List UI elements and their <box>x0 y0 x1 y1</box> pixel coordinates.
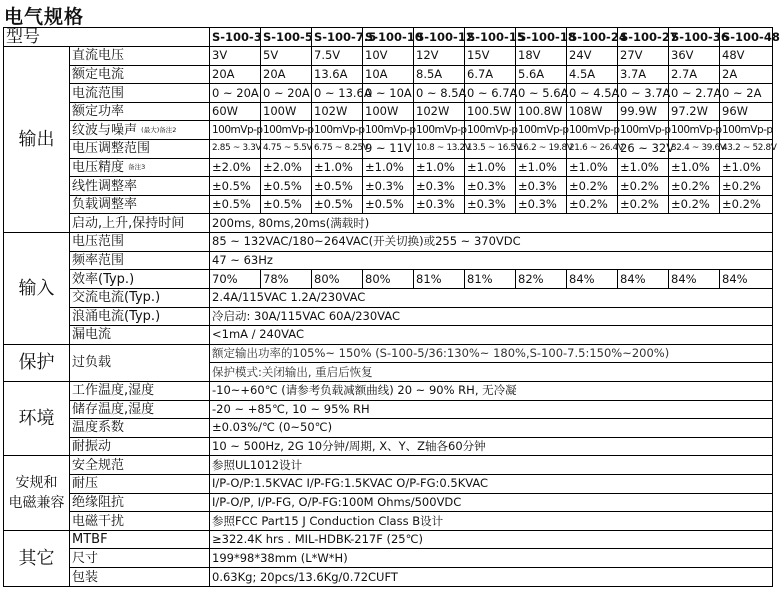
row-label-text: 线性调整率 <box>72 178 138 194</box>
spec-cell: 20A <box>210 65 261 84</box>
spec-cell: 100mVp-p <box>516 121 567 140</box>
spec-cell: 84% <box>567 270 618 289</box>
spec-cell: 15V <box>465 47 516 66</box>
spec-cell: ±1.0% <box>414 158 465 177</box>
output-row <box>4 195 773 214</box>
environment-row <box>4 419 773 438</box>
spec-cell: 26 ~ 32V <box>618 140 669 159</box>
spec-cell: ±0.2% <box>618 177 669 196</box>
spec-cell: 102W <box>414 102 465 121</box>
spec-cell: 12V <box>414 47 465 66</box>
row-label-text: 尺寸 <box>72 550 99 566</box>
environment-row-label <box>70 419 210 438</box>
output-row <box>4 47 773 66</box>
spec-cell: 100mVp-p <box>618 121 669 140</box>
spec-cell: 24V <box>567 47 618 66</box>
spec-cell: ±2.0% <box>261 158 312 177</box>
row-label-text: 工作温度,湿度 <box>72 383 155 399</box>
spec-cell: 5V <box>261 47 312 66</box>
spec-cell-wide: ±0.03%/℃ (0~50℃) <box>210 419 773 438</box>
safety-row <box>4 493 773 512</box>
safety-row <box>4 512 773 531</box>
output-row-label <box>70 84 210 103</box>
safety-row <box>4 475 773 494</box>
output-group-label <box>4 47 70 233</box>
spec-cell: 96W <box>720 102 773 121</box>
input-group-label <box>4 233 70 345</box>
model-header: S-100-36 <box>669 28 720 47</box>
spec-cell: ±1.0% <box>312 158 363 177</box>
spec-cell: 10.8 ~ 13.2V <box>414 140 465 159</box>
input-row-label <box>70 288 210 307</box>
row-label-text: 电压精度 <box>72 159 125 175</box>
row-note: 备注3 <box>128 162 146 171</box>
spec-cell: 100mVp-p <box>414 121 465 140</box>
spec-cell: 0 ~ 3.7A <box>618 84 669 103</box>
spec-table <box>3 26 780 587</box>
protection-line-1: 额定输出功率的105%~ 150% (S-100-5/36:130%~ 180%,S-100-7.5:150%~200%) <box>210 344 773 363</box>
spec-cell: ±0.5% <box>312 195 363 214</box>
spec-cell: 0 ~ 6.7A <box>465 84 516 103</box>
spec-cell: 3V <box>210 47 261 66</box>
spec-cell: 10A <box>363 65 414 84</box>
spec-cell: ±0.2% <box>720 195 773 214</box>
row-label-text: 负载调整率 <box>72 197 138 213</box>
spec-cell: 100mVp-p <box>669 121 720 140</box>
row-label-text: 温度系数 <box>72 420 125 436</box>
row-label-text: 包装 <box>72 569 99 585</box>
environment-group-label <box>4 381 70 455</box>
other-row-label <box>70 549 210 568</box>
other-group-text: 其它 <box>18 547 55 569</box>
spec-cell: ±0.5% <box>210 195 261 214</box>
environment-row-label <box>70 437 210 456</box>
input-row-label <box>70 307 210 326</box>
spec-cell: 100mVp-p <box>261 121 312 140</box>
row-label-text: 额定功率 <box>72 104 125 120</box>
spec-cell: 21.6 ~ 26.4V <box>567 140 618 159</box>
safety-row-label <box>70 493 210 512</box>
spec-cell: 3.7A <box>618 65 669 84</box>
safety-group-text: 电磁兼容 <box>8 495 65 512</box>
safety-row <box>4 456 773 475</box>
spec-cell: 81% <box>414 270 465 289</box>
spec-cell-wide: 10 ~ 500Hz, 2G 10分钟/周期, X、Y、Z轴各60分钟 <box>210 437 773 456</box>
spec-cell-wide: -10~+60℃ (请参考负载减额曲线) 20 ~ 90% RH, 无冷凝 <box>210 381 773 400</box>
row-label-text: 频率范围 <box>72 253 125 268</box>
other-row <box>4 549 773 568</box>
spec-cell: 0 ~ 2.7A <box>669 84 720 103</box>
row-label-text: 耐压 <box>72 476 99 492</box>
spec-cell: 102W <box>312 102 363 121</box>
output-row-label <box>70 177 210 196</box>
spec-cell: ±1.0% <box>363 158 414 177</box>
spec-cell-wide: I/P-O/P, I/P-FG, O/P-FG:100M Ohms/500VDC <box>210 493 773 512</box>
output-group-text: 输出 <box>18 129 55 151</box>
output-row-label <box>70 195 210 214</box>
spec-cell-wide: 199*98*38mm (L*W*H) <box>210 549 773 568</box>
spec-cell: 0 ~ 8.5A <box>414 84 465 103</box>
spec-cell: ±0.5% <box>261 195 312 214</box>
spec-cell: 100W <box>363 102 414 121</box>
other-row-label <box>70 530 210 549</box>
spec-cell: ±0.2% <box>720 177 773 196</box>
input-row <box>4 233 773 252</box>
spec-cell: ±1.0% <box>465 158 516 177</box>
model-header: S-100-27 <box>618 28 669 47</box>
spec-cell-wide: 参照UL1012设计 <box>210 456 773 475</box>
output-row <box>4 214 773 233</box>
spec-cell-wide: 冷启动: 30A/115VAC 60A/230VAC <box>210 307 773 326</box>
spec-cell: 100.5W <box>465 102 516 121</box>
safety-row-label <box>70 512 210 531</box>
row-label-text: 启动,上升,保持时间 <box>72 215 185 231</box>
spec-cell: ±0.3% <box>465 195 516 214</box>
input-row <box>4 288 773 307</box>
spec-cell: 2.7A <box>669 65 720 84</box>
spec-cell: 78% <box>261 270 312 289</box>
input-row <box>4 326 773 345</box>
spec-cell: 81% <box>465 270 516 289</box>
spec-cell-wide: 47 ~ 63Hz <box>210 251 773 270</box>
spec-cell: 100mVp-p <box>363 121 414 140</box>
row-label-text: 耐振动 <box>72 439 112 455</box>
row-label-text: 电流范围 <box>72 85 125 101</box>
page-title: 电气规格 <box>4 6 85 28</box>
environment-row-label <box>70 381 210 400</box>
row-label-text: 效率(Typ.) <box>72 271 135 287</box>
environment-row <box>4 381 773 400</box>
input-row-label <box>70 270 210 289</box>
spec-cell: 82% <box>516 270 567 289</box>
input-row <box>4 270 773 289</box>
spec-cell: ±1.0% <box>720 158 773 177</box>
spec-cell: 0 ~ 20A <box>261 84 312 103</box>
spec-cell: 0 ~ 2A <box>720 84 773 103</box>
spec-cell: 13.6A <box>312 65 363 84</box>
environment-row <box>4 437 773 456</box>
environment-row <box>4 400 773 419</box>
spec-cell: ±1.0% <box>618 158 669 177</box>
spec-cell-wide: ≥322.4K hrs . MIL-HDBK-217F (25℃) <box>210 530 773 549</box>
spec-cell: 32.4 ~ 39.6V <box>669 140 720 159</box>
protection-group-label: 保护 <box>4 344 70 381</box>
spec-cell: 0 ~ 4.5A <box>567 84 618 103</box>
spec-cell-wide: I/P-O/P:1.5KVAC I/P-FG:1.5KVAC O/P-FG:0.5KVAC <box>210 475 773 494</box>
spec-cell: 18V <box>516 47 567 66</box>
spec-cell: ±0.3% <box>414 177 465 196</box>
spec-cell: 100mVp-p <box>720 121 773 140</box>
output-row-label <box>70 158 210 177</box>
spec-cell: 100W <box>261 102 312 121</box>
other-group-label <box>4 530 70 586</box>
spec-cell: ±0.2% <box>618 195 669 214</box>
output-row <box>4 84 773 103</box>
model-header: S-100-18 <box>516 28 567 47</box>
protection-row-label: 过负载 <box>70 344 210 381</box>
output-row <box>4 177 773 196</box>
safety-group-text: 安规和 <box>15 475 58 492</box>
spec-cell: 108W <box>567 102 618 121</box>
spec-cell: 84% <box>618 270 669 289</box>
spec-cell: 60W <box>210 102 261 121</box>
spec-cell: 0 ~ 20A <box>210 84 261 103</box>
output-row <box>4 140 773 159</box>
spec-cell: ±1.0% <box>567 158 618 177</box>
row-label-text: MTBF <box>72 532 108 548</box>
spec-cell: 13.5 ~ 16.5V <box>465 140 516 159</box>
model-header: S-100-7.5 <box>312 28 363 47</box>
output-row-label <box>70 214 210 233</box>
spec-cell: 0 ~ 10A <box>363 84 414 103</box>
model-header: S-100-10 <box>363 28 414 47</box>
model-header: S-100-3 <box>210 28 261 47</box>
spec-cell: 100mVp-p <box>312 121 363 140</box>
output-row-label <box>70 121 210 140</box>
spec-cell: ±0.5% <box>261 177 312 196</box>
spec-cell: 4.75 ~ 5.5V <box>261 140 312 159</box>
spec-cell: 2.85 ~ 3.3V <box>210 140 261 159</box>
spec-cell: ±0.2% <box>567 195 618 214</box>
spec-cell: ±0.2% <box>669 177 720 196</box>
model-label: 型号 <box>4 28 210 47</box>
spec-cell: ±2.0% <box>210 158 261 177</box>
spec-cell: 5.6A <box>516 65 567 84</box>
row-label-text: 电压范围 <box>72 234 125 250</box>
row-label-text: 直流电压 <box>72 48 125 64</box>
row-label-text: 漏电流 <box>72 327 112 343</box>
environment-row-label <box>70 400 210 419</box>
input-row <box>4 307 773 326</box>
spec-cell: 16.2 ~ 19.8V <box>516 140 567 159</box>
spec-cell: ±0.3% <box>516 177 567 196</box>
safety-row-label <box>70 475 210 494</box>
spec-cell: ±1.0% <box>669 158 720 177</box>
spec-cell: 100mVp-p <box>465 121 516 140</box>
spec-cell: 20A <box>261 65 312 84</box>
spec-cell: 36V <box>669 47 720 66</box>
row-label-text: 交流电流(Typ.) <box>72 290 161 306</box>
row-label-text: 电磁干扰 <box>72 513 125 529</box>
row-label-text: 额定电流 <box>72 66 125 82</box>
spec-cell-wide: -20 ~ +85℃, 10 ~ 95% RH <box>210 400 773 419</box>
output-row-label <box>70 102 210 121</box>
output-row-label <box>70 65 210 84</box>
other-row-label <box>70 568 210 587</box>
spec-cell: 80% <box>363 270 414 289</box>
spec-cell: ±0.3% <box>516 195 567 214</box>
spec-cell: 9 ~ 11V <box>363 140 414 159</box>
input-row-label <box>70 326 210 345</box>
model-header: S-100-12 <box>414 28 465 47</box>
spec-cell: 10V <box>363 47 414 66</box>
other-row <box>4 568 773 587</box>
spec-cell: ±1.0% <box>516 158 567 177</box>
spec-cell: 80% <box>312 270 363 289</box>
output-row-label <box>70 47 210 66</box>
environment-group-text: 环境 <box>18 408 55 430</box>
row-note: (最大)备注2 <box>141 125 177 134</box>
input-row-label <box>70 233 210 252</box>
row-label-text: 电压调整范围 <box>72 141 151 157</box>
spec-cell: ±0.3% <box>363 177 414 196</box>
spec-cell: 100mVp-p <box>567 121 618 140</box>
spec-cell-wide: 85 ~ 132VAC/180~264VAC(开关切换)或255 ~ 370VDC <box>210 233 773 252</box>
spec-cell: ±0.3% <box>414 195 465 214</box>
spec-cell: 27V <box>618 47 669 66</box>
spec-cell: ±0.5% <box>312 177 363 196</box>
output-row-label <box>70 140 210 159</box>
safety-row-label <box>70 456 210 475</box>
spec-cell-wide: 参照FCC Part15 J Conduction Class B设计 <box>210 512 773 531</box>
spec-cell: 70% <box>210 270 261 289</box>
spec-table-body <box>4 26 780 587</box>
output-row <box>4 65 773 84</box>
spec-cell-wide: 0.63Kg; 20pcs/13.6Kg/0.72CUFT <box>210 568 773 587</box>
spec-cell: 8.5A <box>414 65 465 84</box>
protection-line-2: 保护模式:关闭输出, 重启后恢复 <box>210 363 773 382</box>
row-label-text: 纹波与噪声 <box>72 122 138 138</box>
output-row <box>4 158 773 177</box>
spec-cell: 6.75 ~ 8.25V <box>312 140 363 159</box>
spec-cell: 7.5V <box>312 47 363 66</box>
spec-cell: ±0.5% <box>210 177 261 196</box>
spec-cell: 100.8W <box>516 102 567 121</box>
spec-cell: ±0.5% <box>363 195 414 214</box>
spec-cell: 100mVp-p <box>210 121 261 140</box>
spec-cell: ±0.3% <box>465 177 516 196</box>
spec-cell: ±0.2% <box>669 195 720 214</box>
output-row <box>4 121 773 140</box>
protection-row <box>4 344 773 363</box>
spec-cell: 97.2W <box>669 102 720 121</box>
spec-cell: 0 ~ 13.6A <box>312 84 363 103</box>
input-row <box>4 251 773 270</box>
model-header: S-100-24 <box>567 28 618 47</box>
safety-group-label <box>4 456 70 530</box>
output-row <box>4 102 773 121</box>
spec-cell-wide: 2.4A/115VAC 1.2A/230VAC <box>210 288 773 307</box>
spec-cell: ±0.2% <box>567 177 618 196</box>
row-label-text: 储存温度,湿度 <box>72 401 155 417</box>
spec-cell-wide: 200ms, 80ms,20ms(满载时) <box>210 214 773 233</box>
input-group-text: 输入 <box>18 277 55 299</box>
model-header: S-100-48 <box>720 28 773 47</box>
other-row <box>4 530 773 549</box>
spec-cell: 4.5A <box>567 65 618 84</box>
spec-cell: 43.2 ~ 52.8V <box>720 140 773 159</box>
spec-cell: 84% <box>669 270 720 289</box>
spec-cell-wide: <1mA / 240VAC <box>210 326 773 345</box>
row-label-text: 安全规范 <box>72 457 125 473</box>
spec-cell: 99.9W <box>618 102 669 121</box>
spec-cell: 6.7A <box>465 65 516 84</box>
model-header: S-100-5 <box>261 28 312 47</box>
spec-cell: 48V <box>720 47 773 66</box>
input-row-label <box>70 251 210 270</box>
spec-cell: 2A <box>720 65 773 84</box>
row-label-text: 浪涌电流(Typ.) <box>72 308 161 324</box>
model-header: S-100-15 <box>465 28 516 47</box>
spec-cell: 84% <box>720 270 773 289</box>
row-label-text: 绝缘阻抗 <box>72 494 125 510</box>
model-row <box>4 28 773 47</box>
spec-cell: 0 ~ 5.6A <box>516 84 567 103</box>
